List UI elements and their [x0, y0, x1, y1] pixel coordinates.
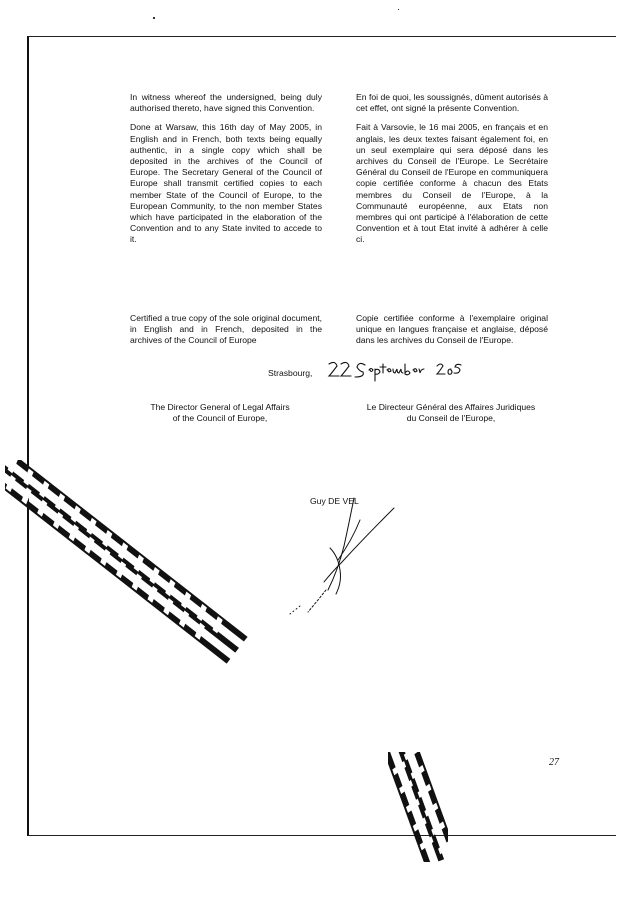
french-closing-text — [356, 92, 548, 254]
french-certification — [356, 313, 548, 355]
handwritten-signature — [270, 480, 410, 620]
english-certification — [130, 313, 322, 355]
perforation-stamp-mark — [5, 460, 275, 670]
place-label: Strasbourg, — [268, 368, 313, 378]
french-done-paragraph: Fait à Varsovie, le 16 mai 2005, en français et en anglais, les deux textes faisant également foi, en un seul exemplaire qui sera déposé dans les archives du Conseil de l'Europe. Le Secrétaire Général du Conseil de l'Europe en communiquera copie certifiée conforme à chacun des Etats membres du Conseil de l'Europe, à la Communauté européenne, aux Etats non membres qui ont participé à l'élaboration de cette Convention et à tout Etat invité à adhérer à celle ci. — [356, 122, 548, 245]
french-certified-text: Copie certifiée conforme à l'exemplaire original unique en langues française et anglaise, déposé dans les archives du Conseil de l'Europe. — [356, 313, 548, 346]
signatory-name: Guy DE VEL — [310, 496, 359, 506]
english-witness-paragraph: In witness whereof the undersigned, being duly authorised thereto, have signed this Convention. — [130, 92, 322, 114]
scan-speck — [398, 9, 399, 10]
french-title-line1: Le Directeur Général des Affaires Juridiques — [366, 402, 536, 412]
perforation-stamp-mark — [388, 752, 448, 862]
english-title-line1: The Director General of Legal Affairs — [150, 402, 290, 412]
english-done-paragraph: Done at Warsaw, this 16th day of May 2005, in English and in French, both texts being equally authentic, in a single copy which shall be deposited in the archives of the Council of Europe. The Secretary General of the Council of Europe shall transmit certified copies to each member State of the Council of Europe, to the European Community, to the non member States which have participated in the elaboration of the Convention and to any State invited to accede to it. — [130, 122, 322, 245]
french-title-line2: du Conseil de l'Europe, — [406, 413, 496, 423]
english-signatory-title — [120, 402, 320, 424]
handwritten-date — [325, 356, 465, 384]
english-title-line2: of the Council of Europe, — [172, 413, 268, 423]
french-witness-paragraph: En foi de quoi, les soussignés, dûment autorisés à cet effet, ont signé la présente Convention. — [356, 92, 548, 114]
scan-speck — [153, 17, 155, 19]
page-number: 27 — [549, 757, 559, 768]
english-closing-text — [130, 92, 322, 254]
french-signatory-title — [346, 402, 556, 424]
english-certified-text: Certified a true copy of the sole original document, in English and in French, deposited in the archives of the Council of Europe — [130, 313, 322, 346]
